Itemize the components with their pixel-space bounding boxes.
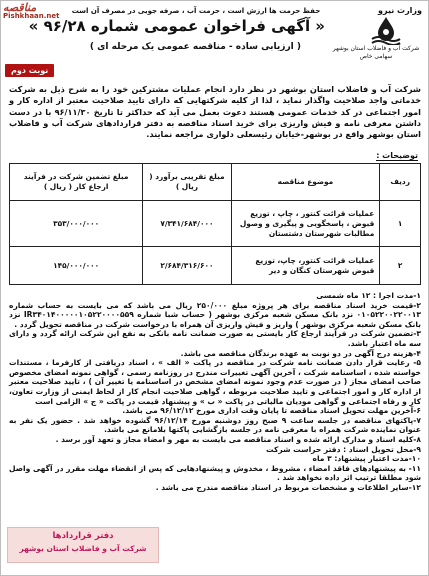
list-item: ۳-تضمین شرکت در فرآیند ارجاع کار بایستی به صورت ضمانت نامه بانکی به نفع این شرکت ارائه گردد و دارای سه ماه اعتبار باشد.: [9, 329, 421, 348]
list-item: ۸-کلیه اسناد و مدارک ارائه شده و اسناد مناقصه می بایست به مهر و امضاء مجاز و تعهد آور برسد .: [55, 434, 421, 444]
ministry-label: وزارت نیرو: [378, 6, 422, 15]
notes-label: توضیحات :: [376, 151, 418, 160]
header-estimate: مبلغ تقریبی برآورد ( ریال ): [143, 164, 231, 201]
cell-subject: عملیات قرائت کنتور ، چاپ ، توزیع قبوض ، پاسخگویی و پیگیری و وصول مطالبات شهرستان دشتستان: [231, 201, 380, 247]
table-header-row: [10, 164, 421, 201]
company-logo-icon: [368, 15, 404, 45]
list-item: ۲-قیمت خرید اسناد مناقصه برای هر پروژه مبلغ ۲۵۰/۰۰۰ ریال می باشد که می بایست به حساب شماره ۰۱۰۵۲۲۰۰۲۲۰۰۱۳ نزد بانک مسکن شعبه مرکزی بوشهر ( حساب شبا شماره IR۳۴۰۱۴۰۰۰۰۰۱۰۵۲۲۰۰۰۰۵۵۹ نزد بانک مسکن شعبه مرکزی بوشهر ) واریز و فیش واریزی آن همراه با درخواست شرکت در مناقصه تحویل گردد .: [9, 300, 422, 329]
footer-company-name: شرکت آب و فاضلاب استان بوشهر: [19, 544, 147, 553]
watermark-title: مناقصه: [3, 1, 37, 14]
list-item: ۱۱- به پیشنهادهای فاقد امضاء ، مشروط ، مخدوش و پیشنهادهایی که پس از انقضاء مهلت مقرر در آگهی واصل شود مطلقا ترتیب اثر داده نخواهد شد .: [9, 463, 421, 483]
notice-subtitle: ( ارزیابی ساده - مناقصه عمومی یک مرحله ای ): [89, 42, 301, 52]
list-item: ۶-آخرین مهلت تحویل اسناد مناقصه تا پایان وقت اداری مورخ ۹۶/۱۲/۱۲ می باشد.: [122, 406, 421, 416]
company-type: سهامی خاص: [359, 53, 393, 60]
notice-title: « آگهی فراخوان عمومی شماره ۹۶/۲۸ »: [28, 17, 325, 35]
list-item: ۷-پاکتهای مناقصه در جلسه ساعت ۹ صبح روز دوشنبه مورخ ۹۶/۱۲/۱۴ گشوده خواهد شد . حضور یک نفر به عنوان نماینده شرکت همراه با معرفی نامه در جلسه بازگشایی پاکتها بلامانع می باشد.: [9, 415, 421, 435]
cell-row-number: ۱: [380, 201, 421, 247]
header-guarantee: مبلغ تضمین شرکت در فرآیند ارجاع کار ( ریال ): [10, 164, 143, 201]
company-name: شرکت آب و فاضلاب استان بوشهر: [332, 45, 420, 52]
conditions-list: [9, 291, 421, 492]
cell-row-number: ۲: [380, 247, 421, 285]
list-item: ۱۲-سایر اطلاعات و مشخصات مربوط در اسناد مناقصه مندرج می باشد .: [155, 482, 421, 492]
tender-table: [9, 163, 421, 285]
slogan-text: حفظ حرمت ها ارزش است ، حرمت آب ، صرفه جویی در مصرف آن است: [71, 7, 321, 15]
list-item: ۹-محل تحویل اسناد : دفتر حراست شرکت: [266, 444, 421, 454]
list-item: ۴-هزینه درج آگهی در دو نوبت به عهده برندگان مناقصه می باشد.: [180, 348, 421, 358]
cell-subject: عملیات قرائت کنتور، چاپ، توزیع قبوض شهرستان کنگان و دیر: [231, 247, 380, 285]
header-subject: موضوع مناقصه: [231, 164, 380, 201]
intro-paragraph: شرکت آب و فاضلاب استان بوشهر در نظر دارد انجام عملیات مشترکین خود را به شرح ذیل به شرکت خدماتی واجد صلاحیت واگذار نماید ، لذا از کلیه شرکتهایی که دارای تایید صلاحیت معتبر از اداره کار و امور اجتماعی در کد خدمات عمومی هستند دعوت بعمل می آید که حداکثر تا تاریخ ۹۶/۱۱/۳۰ با در دست داشتن معرفی نامه و فیش واریزی برای خرید اسناد مناقصه به دفتر قراردادهای شرکت آب و فاضلاب استان بوشهر واقع در بوشهر-خیابان رئیسعلی دلواری مراجعه نمایند.: [9, 84, 421, 140]
header-row-number: ردیف: [380, 164, 421, 201]
table-row: [10, 201, 421, 247]
list-item: ۱۰-مدت اعتبار پیشنهاد: ۳ ماه: [312, 454, 421, 464]
list-item: ۱-مدت اجرا : ۱۲ ماه شمسی: [316, 291, 421, 300]
cell-estimate: ۷/۳۴۱/۶۸۴/۰۰۰: [143, 201, 231, 247]
watermark-site: Pishkhaan.net: [3, 12, 60, 20]
cell-estimate: ۲/۶۸۴/۳۱۶/۶۰۰: [143, 247, 231, 285]
table-row: [10, 247, 421, 285]
contracts-office-label: دفتر قراردادها: [52, 531, 114, 541]
cell-guarantee: ۱۴۵/۰۰۰/۰۰۰: [10, 247, 143, 285]
list-item: ۵- رعایت قرار دادن ضمانت نامه شرکت در مناقصه در پاکت « الف » ، اسناد دریافتی از کارفرما ، مستندات خواسته شده ، اساسنامه شرکت ، آخرین آگهی تغییرات مندرج در روزنامه رسمی ، گواهی نمونه امضای مخصوص صاحب امضای مجاز ( در صورت عدم وجود نمونه امضای مشخص در اساسنامه یا تغییر آن ) ، تایید صلاحیت معتبر از اداره کار و امور اجتماعی و تایید صلاحیت مربوطه ، گواهی صلاحیت انجام کار از لحاظ ایمنی از وزارت تعاون، کار و رفاه اجتماعی و گواهی مودیان مالیاتی در پاکت « ب » و پیشنهاد قیمت در پاکت « ج » الزامی است: [9, 358, 421, 406]
signature-box: [7, 527, 159, 563]
cell-guarantee: ۳۵۳/۰۰۰/۰۰۰: [10, 201, 143, 247]
publication-badge: نوبت دوم: [5, 64, 54, 77]
company-name-block: [328, 45, 424, 61]
